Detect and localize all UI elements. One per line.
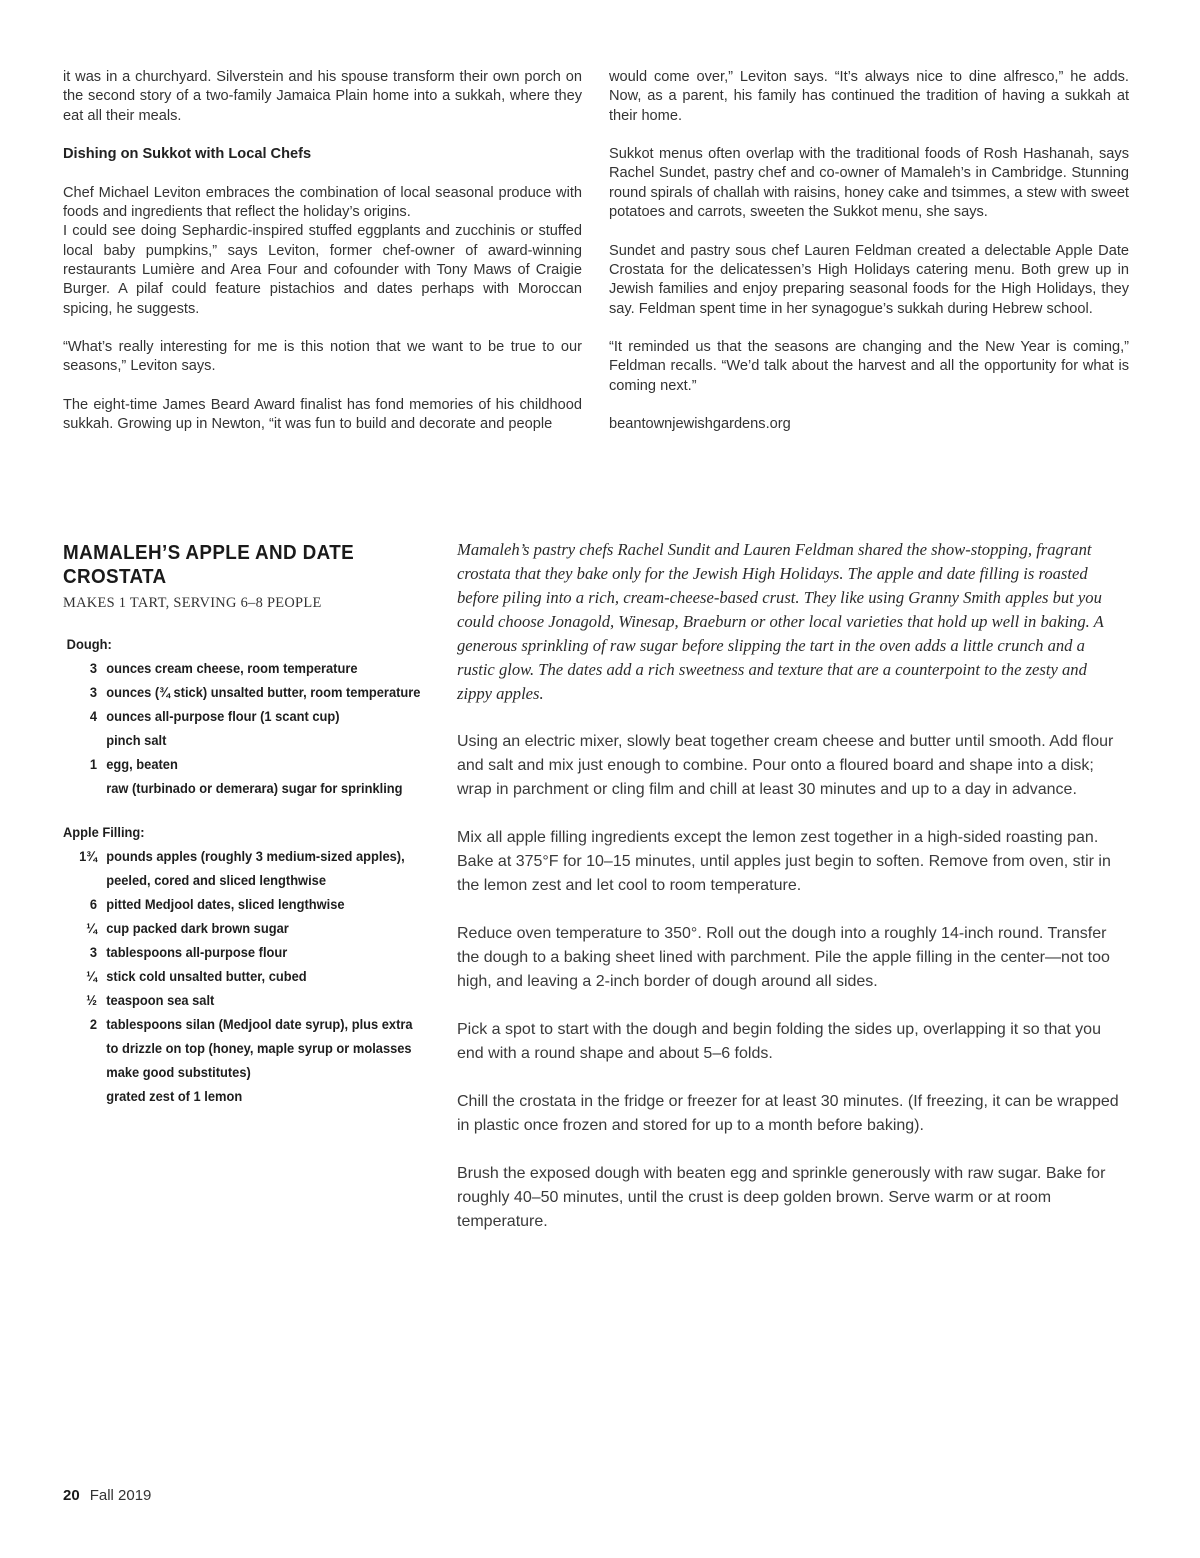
ingredient-text: ounces (¾ stick) unsalted butter, room temperature	[106, 684, 421, 700]
article-paragraph: Chef Michael Leviton embraces the combination of local seasonal produce with foods and ingredients that reflect the holiday’s origins.	[63, 184, 582, 221]
ingredient-text: cup packed dark brown sugar	[106, 920, 289, 936]
recipe-step: Reduce oven temperature to 350°. Roll out the dough into a roughly 14-inch round. Transfer the dough to a baking sheet lined with parchment. Pile the apple filling in the center—not too high, and leaving a 2-inch border of dough around all sides.	[457, 925, 1110, 990]
recipe-title-line: CROSTATA	[63, 565, 167, 588]
article-paragraph: “It reminded us that the seasons are changing and the New Year is coming,” Feldman recalls. “We’d talk about the harvest and all the opportunity for what is coming next.”	[609, 339, 1129, 394]
recipe-step: Mix all apple filling ingredients except the lemon zest together in a high-sided roasting pan. Bake at 375°F for 10–15 minutes, until apples just begin to soften. Remove from oven, stir in the lemon zest and let cool to room temperature.	[457, 829, 1111, 894]
article-source-link: beantownjewishgardens.org	[609, 416, 791, 433]
article-subheading: Dishing on Sukkot with Local Chefs	[63, 146, 312, 163]
ingredient-text: pinch salt	[106, 732, 167, 748]
ingredient-quantity: 6	[89, 896, 98, 912]
ingredient-item	[63, 776, 422, 800]
dough-heading: Dough:	[66, 636, 112, 652]
ingredient-item	[63, 656, 422, 680]
ingredient-item	[63, 940, 422, 964]
ingredient-quantity: ¼	[86, 920, 98, 936]
ingredient-quantity: 3	[89, 660, 98, 676]
ingredient-quantity: ½	[86, 992, 98, 1008]
recipe-intro: Mamaleh’s pastry chefs Rachel Sundit and Lauren Feldman shared the show-stopping, fragrant crostata that they bake only for the Jewish High Holidays. The apple and date filling is roasted before piling into a rich, cream-cheese-based crust. They like using Granny Smith apples but you could choose Jonagold, Winesap, Braeburn or other local varieties that hold up well in baking. A generous sprinkling of raw sugar before slipping the tart in the oven adds a little crunch and a rustic glow. The dates add a rich sweetness and texture that are a counterpoint to the zesty and zippy apples.	[457, 540, 1104, 703]
article-paragraph: The eight-time James Beard Award finalist has fond memories of his childhood sukkah. Growing up in Newton, “it was fun to build and decorate and people	[63, 397, 582, 433]
recipe-step: Pick a spot to start with the dough and begin folding the sides up, overlapping it so that you end with a round shape and about 5–6 folds.	[457, 1021, 1101, 1062]
ingredient-item	[63, 892, 422, 916]
ingredient-text: ounces all-purpose flour (1 scant cup)	[106, 708, 340, 724]
ingredient-item	[63, 1012, 422, 1084]
apple-filling-heading: Apple Filling:	[63, 824, 145, 840]
ingredient-text: teaspoon sea salt	[106, 992, 215, 1008]
page-number: 20	[63, 1487, 80, 1504]
recipe-ingredients-panel	[63, 541, 433, 1108]
dough-ingredient-list	[63, 656, 433, 800]
ingredient-text: pitted Medjool dates, sliced lengthwise	[106, 896, 345, 912]
ingredient-item	[63, 680, 422, 704]
ingredient-item	[63, 988, 422, 1012]
recipe-step: Brush the exposed dough with beaten egg and sprinkle generously with raw sugar. Bake for roughly 40–50 minutes, until the crust is deep golden brown. Serve warm or at room temperature.	[457, 1165, 1106, 1230]
article-paragraph: I could see doing Sephardic-inspired stuffed eggplants and zucchinis or stuffed local baby pumpkins,” says Leviton, former chef-owner of award-winning restaurants Lumière and Area Four and cofounder with Tony Maws of Craigie Burger. A pilaf could feature pistachios and dates perhaps with Moroccan spicing, he suggests.	[63, 223, 582, 317]
ingredient-quantity	[63, 728, 97, 752]
ingredient-text: egg, beaten	[106, 756, 178, 772]
page-footer	[63, 1487, 151, 1504]
ingredient-quantity	[63, 1084, 97, 1108]
recipe-step: Using an electric mixer, slowly beat together cream cheese and butter until smooth. Add flour and salt and mix just enough to combine. Pour onto a floured board and shape into a disk; wrap in parchment or cling film and chill at least 30 minutes and up to a day in advance.	[457, 733, 1114, 798]
issue-label: Fall 2019	[89, 1487, 152, 1504]
ingredient-text: tablespoons silan (Medjool date syrup), plus extra to drizzle on top (honey, maple syrup or molasses make good substitutes)	[106, 1016, 413, 1080]
ingredient-item	[63, 704, 422, 728]
ingredient-quantity: ¼	[86, 968, 98, 984]
article-paragraph: “What’s really interesting for me is this notion that we want to be true to our seasons,” Leviton says.	[63, 339, 582, 375]
ingredient-item	[63, 844, 422, 892]
ingredient-text: pounds apples (roughly 3 medium-sized apples), peeled, cored and sliced lengthwise	[106, 848, 405, 888]
ingredient-text: stick cold unsalted butter, cubed	[106, 968, 307, 984]
recipe-yield: MAKES 1 TART, SERVING 6–8 PEOPLE	[63, 595, 322, 611]
recipe-method-panel	[457, 538, 1125, 1234]
article-right-column	[609, 68, 1129, 435]
ingredient-text: grated zest of 1 lemon	[106, 1088, 243, 1104]
ingredient-quantity: 3	[89, 684, 98, 700]
ingredient-item	[63, 752, 422, 776]
recipe-title	[63, 541, 431, 589]
ingredient-quantity: 3	[89, 944, 98, 960]
recipe-step: Chill the crostata in the fridge or freezer for at least 30 minutes. (If freezing, it can be wrapped in plastic once frozen and stored for up to a month before baking).	[457, 1093, 1119, 1134]
ingredient-quantity	[63, 776, 97, 800]
ingredient-item	[63, 964, 422, 988]
article-left-column	[63, 68, 582, 435]
article-paragraph: Sukkot menus often overlap with the traditional foods of Rosh Hashanah, says Rachel Sundet, pastry chef and co-owner of Mamaleh’s in Cambridge. Stunning round spirals of challah with raisins, honey cake and tsimmes, a stew with sweet potatoes and carrots, sweeten the Sukkot menu, she says.	[609, 146, 1129, 221]
recipe-title-line: MAMALEH’S APPLE AND DATE	[63, 541, 355, 564]
article-paragraph: Sundet and pastry sous chef Lauren Feldman created a delectable Apple Date Crostata for the delicatessen’s High Holidays catering menu. Both grew up in Jewish families and enjoy preparing seasonal foods for the High Holidays, they say. Feldman spent time in her synagogue’s sukkah during Hebrew school.	[609, 242, 1129, 317]
article-paragraph: would come over,” Leviton says. “It’s always nice to dine alfresco,” he adds. Now, as a parent, his family has continued the tradition of having a sukkah at their home.	[609, 69, 1129, 124]
ingredient-text: tablespoons all-purpose flour	[106, 944, 288, 960]
ingredient-item	[63, 916, 422, 940]
ingredient-quantity: 4	[89, 708, 98, 724]
article-paragraph: it was in a churchyard. Silverstein and his spouse transform their own porch on the second story of a two-family Jamaica Plain home into a sukkah, where they eat all their meals.	[63, 69, 582, 124]
ingredient-text: raw (turbinado or demerara) sugar for sprinkling	[106, 780, 403, 796]
ingredient-text: ounces cream cheese, room temperature	[106, 660, 358, 676]
ingredient-item	[63, 728, 422, 752]
ingredient-quantity: 2	[89, 1016, 98, 1032]
ingredient-quantity: 1	[89, 756, 98, 772]
ingredient-quantity: 1¾	[79, 848, 98, 864]
ingredient-item	[63, 1084, 422, 1108]
filling-ingredient-list	[63, 844, 433, 1108]
